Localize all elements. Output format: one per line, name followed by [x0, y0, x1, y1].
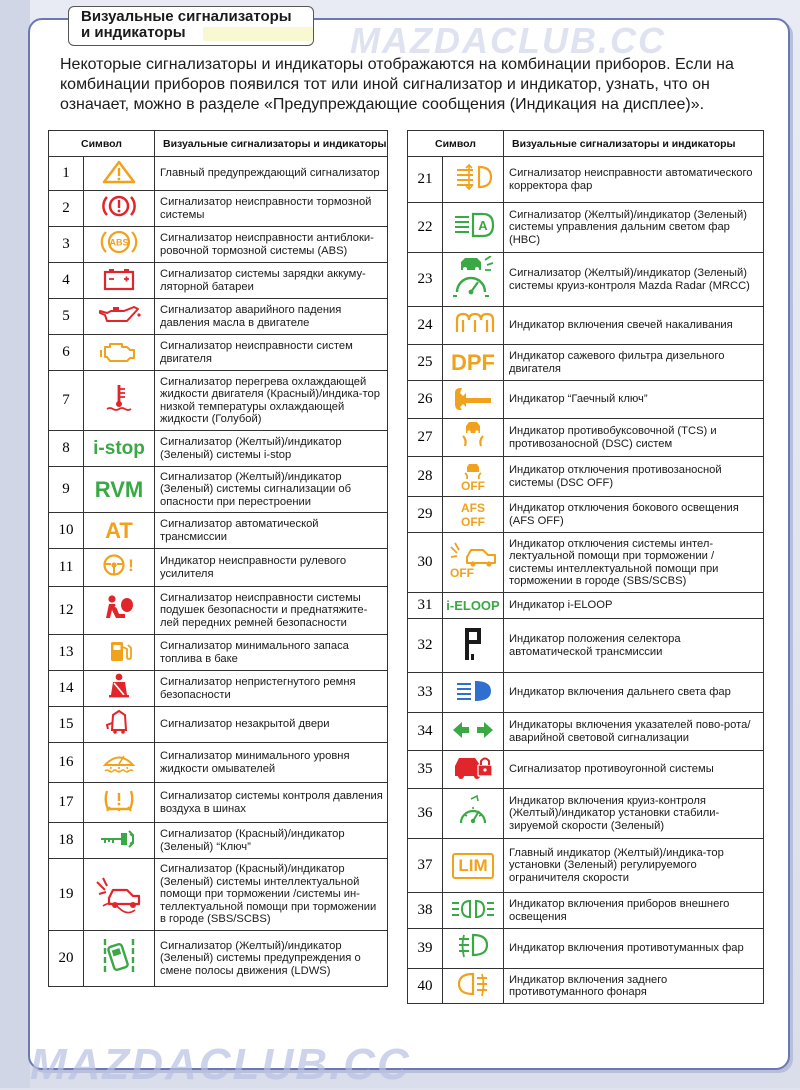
row-number: 14: [49, 671, 84, 707]
front-fog-icon: [445, 931, 501, 961]
row-description: Индикатор “Гаечный ключ”: [504, 381, 764, 419]
symbol-header: Символ: [408, 131, 504, 157]
hbc-icon: [445, 210, 501, 240]
row-description: Главный предупреждающий сигнализатор: [155, 157, 388, 191]
row-description: Сигнализатор системы зарядки аккуму-ляторной батареи: [155, 263, 388, 299]
row-description: Сигнализатор минимального запаса топлива в баке: [155, 635, 388, 671]
title-line-1: Визуальные сигнализаторы: [81, 8, 292, 25]
table-row: [49, 743, 388, 783]
table-row: [49, 157, 388, 191]
row-description: Сигнализатор минимального уровня жидкости омывателей: [155, 743, 388, 783]
row-description: Сигнализатор (Желтый)/индикатор (Зеленый) системы сигнализации об опасности при перестроении: [155, 467, 388, 513]
row-number: 29: [408, 497, 443, 533]
afs-label: AFS: [461, 500, 485, 515]
i-eloop-icon: i-ELOOP: [446, 598, 500, 613]
table-header-row: [49, 131, 388, 157]
row-number: 6: [49, 335, 84, 371]
warning-triangle-icon: [91, 157, 147, 187]
table-row: [408, 593, 764, 619]
steering-icon: [91, 550, 147, 580]
row-number: 17: [49, 783, 84, 823]
dpf-icon: DPF: [451, 349, 495, 375]
row-number: 1: [49, 157, 84, 191]
indicator-table-left: [48, 130, 388, 987]
table-row: [49, 299, 388, 335]
seatbelt-icon: [91, 671, 147, 701]
row-description: Индикатор включения свечей накаливания: [504, 307, 764, 345]
row-description: Сигнализатор незакрытой двери: [155, 707, 388, 743]
gear-selector-icon: [445, 621, 501, 667]
table-row: [49, 335, 388, 371]
row-description: Индикатор сажевого фильтра дизельного двигателя: [504, 345, 764, 381]
row-number: 20: [49, 931, 84, 987]
row-description: Индикатор включения заднего противотуманного фонаря: [504, 969, 764, 1004]
description-header: Визуальные сигнализаторы и индикаторы: [155, 131, 388, 157]
row-description: Индикатор отключения системы интел-лектуальной помощи при торможении / системы интеллектуальной помощи при торможении в городе (SBS/SCBS): [504, 533, 764, 593]
table-row: [49, 671, 388, 707]
row-number: 39: [408, 929, 443, 969]
row-description: Сигнализатор перегрева охлаждающей жидкости двигателя (Красный)/индика-тор низкой температуры охлаждающей жидкости (Голубой): [155, 371, 388, 431]
steering-exclamation: !: [128, 556, 134, 575]
table-row: [408, 381, 764, 419]
row-number: 18: [49, 823, 84, 859]
row-number: 36: [408, 789, 443, 839]
key-icon: [91, 824, 147, 854]
fuel-icon: [91, 636, 147, 666]
table-row: [408, 497, 764, 533]
exterior-lights-icon: [445, 894, 501, 924]
row-number: 7: [49, 371, 84, 431]
row-number: 19: [49, 859, 84, 931]
row-number: 33: [408, 673, 443, 713]
coolant-temp-icon: [91, 383, 147, 413]
row-number: 30: [408, 533, 443, 593]
row-number: 4: [49, 263, 84, 299]
table-row: [408, 893, 764, 929]
cruise-icon: [445, 792, 501, 832]
afs-off-label: OFF: [461, 514, 485, 529]
svg-text:A: A: [478, 217, 488, 233]
table-row: [408, 673, 764, 713]
row-description: Сигнализатор (Желтый)/индикатор (Зеленый) системы i-stop: [155, 431, 388, 467]
row-description: Сигнализатор неисправности антиблоки-ровочной тормозной системы (ABS): [155, 227, 388, 263]
row-number: 10: [49, 513, 84, 549]
row-number: 11: [49, 549, 84, 587]
table-row: [49, 467, 388, 513]
sbs-off-label: OFF: [450, 565, 474, 580]
tire-pressure-icon: [91, 785, 147, 815]
row-description: Индикаторы включения указателей пово-рота/аварийной световой сигнализации: [504, 713, 764, 751]
row-number: 2: [49, 191, 84, 227]
row-number: 35: [408, 751, 443, 789]
row-description: Индикатор положения селектора автоматической трансмиссии: [504, 619, 764, 673]
row-description: Индикатор включения приборов внешнего освещения: [504, 893, 764, 929]
row-description: Сигнализатор автоматической трансмиссии: [155, 513, 388, 549]
table-row: [49, 371, 388, 431]
row-number: 38: [408, 893, 443, 929]
row-number: 5: [49, 299, 84, 335]
table-row: [408, 751, 764, 789]
row-number: 26: [408, 381, 443, 419]
lim-label: LIM: [452, 853, 493, 879]
table-row: [408, 789, 764, 839]
description-header: Визуальные сигнализаторы и индикаторы: [504, 131, 764, 157]
oil-can-icon: [91, 300, 147, 330]
security-icon: [445, 752, 501, 782]
table-row: [49, 635, 388, 671]
watermark-bottom: MAZDACLUB.CC: [30, 1040, 411, 1089]
table-row: [49, 823, 388, 859]
row-number: 27: [408, 419, 443, 457]
table-row: [408, 839, 764, 893]
afs-off-icon: [445, 499, 501, 531]
table-row: [49, 707, 388, 743]
table-row: [408, 307, 764, 345]
high-beam-icon: [445, 676, 501, 706]
row-number: 9: [49, 467, 84, 513]
row-description: Сигнализатор неисправности автоматического корректора фар: [504, 157, 764, 203]
mrcc-icon: [445, 255, 501, 301]
turn-signal-icon: [445, 715, 501, 745]
table-row: [408, 713, 764, 751]
row-description: Сигнализатор (Красный)/индикатор (Зеленый) системы интеллектуальной помощи при торможении /системы ин-теллектуальной помощи при торможении в городе (SBS/SCBS): [155, 859, 388, 931]
table-row: [408, 929, 764, 969]
door-open-icon: [91, 707, 147, 737]
abs-label: ABS: [109, 237, 129, 248]
table-row: [49, 263, 388, 299]
row-number: 21: [408, 157, 443, 203]
row-description: Индикатор включения круиз-контроля (Желтый)/индикатор установки стабили-зируемой скорости (Зеленый): [504, 789, 764, 839]
row-number: 13: [49, 635, 84, 671]
table-row: [408, 419, 764, 457]
row-number: 24: [408, 307, 443, 345]
table-row: [408, 253, 764, 307]
sbs-off-icon: [445, 538, 501, 584]
row-description: Индикатор включения дальнего света фар: [504, 673, 764, 713]
row-number: 23: [408, 253, 443, 307]
row-description: Индикатор i-ELOOP: [504, 593, 764, 619]
airbag-icon: [91, 593, 147, 623]
row-number: 28: [408, 457, 443, 497]
table-row: [49, 513, 388, 549]
row-number: 22: [408, 203, 443, 253]
abs-icon: [91, 227, 147, 257]
table-row: [49, 191, 388, 227]
table-row: [49, 549, 388, 587]
row-number: 12: [49, 587, 84, 635]
row-number: 16: [49, 743, 84, 783]
row-description: Сигнализатор (Желтый)/индикатор (Зеленый) системы круиз-контроля Mazda Radar (MRCC): [504, 253, 764, 307]
row-description: Сигнализатор (Желтый)/индикатор (Зеленый) системы предупреждения о смене полосы движения (LDWS): [155, 931, 388, 987]
wrench-icon: [445, 383, 501, 413]
i-stop-icon: i-stop: [93, 437, 145, 459]
row-number: 15: [49, 707, 84, 743]
intro-paragraph: Некоторые сигнализаторы и индикаторы отображаются на комбинации приборов. Если на комбинации приборов появился тот или иной сигнализатор и индикатор, узнать, что он означает, можно в разделе «Предупреждающие сообщения (Индикация на дисплее)».: [60, 56, 734, 113]
headlight-leveling-icon: [445, 162, 501, 192]
row-description: Сигнализатор системы контроля давления воздуха в шинах: [155, 783, 388, 823]
row-description: Индикатор включения противотуманных фар: [504, 929, 764, 969]
row-number: 34: [408, 713, 443, 751]
washer-fluid-icon: [91, 745, 147, 775]
row-description: Индикатор отключения бокового освещения (AFS OFF): [504, 497, 764, 533]
row-number: 25: [408, 345, 443, 381]
row-description: Главный индикатор (Желтый)/индика-тор установки (Зеленый) регулируемого ограничителя скорости: [504, 839, 764, 893]
dsc-off-label: OFF: [461, 478, 485, 493]
ldws-icon: [91, 934, 147, 980]
table-row: [408, 533, 764, 593]
table-row: [408, 619, 764, 673]
table-header-row: [408, 131, 764, 157]
table-row: [408, 157, 764, 203]
rvm-icon: RVM: [94, 476, 144, 502]
left-strip: [0, 0, 30, 1088]
symbol-header: Символ: [49, 131, 155, 157]
sbs-icon: [91, 869, 147, 919]
section-title: [68, 6, 314, 46]
rear-fog-icon: [445, 969, 501, 999]
table-row: [49, 931, 388, 987]
row-description: Сигнализатор (Желтый)/индикатор (Зеленый) системы управления дальним светом фар (HBC): [504, 203, 764, 253]
row-number: 3: [49, 227, 84, 263]
row-number: 8: [49, 431, 84, 467]
table-row: [49, 859, 388, 931]
row-description: Сигнализатор неисправности системы подушек безопасности и преднатяжите-лей передних ремней безопасности: [155, 587, 388, 635]
row-description: Сигнализатор неисправности тормозной системы: [155, 191, 388, 227]
table-row: [49, 227, 388, 263]
row-description: Сигнализатор аварийного падения давления масла в двигателе: [155, 299, 388, 335]
glow-plug-icon: [445, 309, 501, 339]
table-row: [408, 345, 764, 381]
row-description: Сигнализатор противоугонной системы: [504, 751, 764, 789]
table-row: [49, 587, 388, 635]
table-row: [408, 457, 764, 497]
table-row: [49, 783, 388, 823]
watermark-top: MAZDACLUB.CC: [350, 20, 666, 61]
brake-system-icon: [91, 191, 147, 221]
lim-icon: [445, 851, 501, 881]
row-number: 40: [408, 969, 443, 1004]
check-engine-icon: [91, 336, 147, 366]
row-description: Сигнализатор (Красный)/индикатор (Зеленый) “Ключ”: [155, 823, 388, 859]
row-description: Индикатор противобуксовочной (TCS) и противозаносной (DSC) систем: [504, 419, 764, 457]
table-row: [49, 431, 388, 467]
battery-icon: [91, 264, 147, 294]
table-row: [408, 203, 764, 253]
indicator-table-right: [407, 130, 764, 1004]
row-description: Индикатор неисправности рулевого усилителя: [155, 549, 388, 587]
row-number: 32: [408, 619, 443, 673]
dsc-off-icon: [445, 459, 501, 495]
row-number: 31: [408, 593, 443, 619]
tcs-dsc-icon: [445, 420, 501, 450]
title-line-2: и индикаторы: [81, 24, 186, 41]
table-row: [408, 969, 764, 1004]
row-description: Сигнализатор неисправности систем двигателя: [155, 335, 388, 371]
row-number: 37: [408, 839, 443, 893]
row-description: Сигнализатор непристегнутого ремня безопасности: [155, 671, 388, 707]
row-description: Индикатор отключения противозаносной системы (DSC OFF): [504, 457, 764, 497]
at-icon: AT: [105, 517, 133, 543]
